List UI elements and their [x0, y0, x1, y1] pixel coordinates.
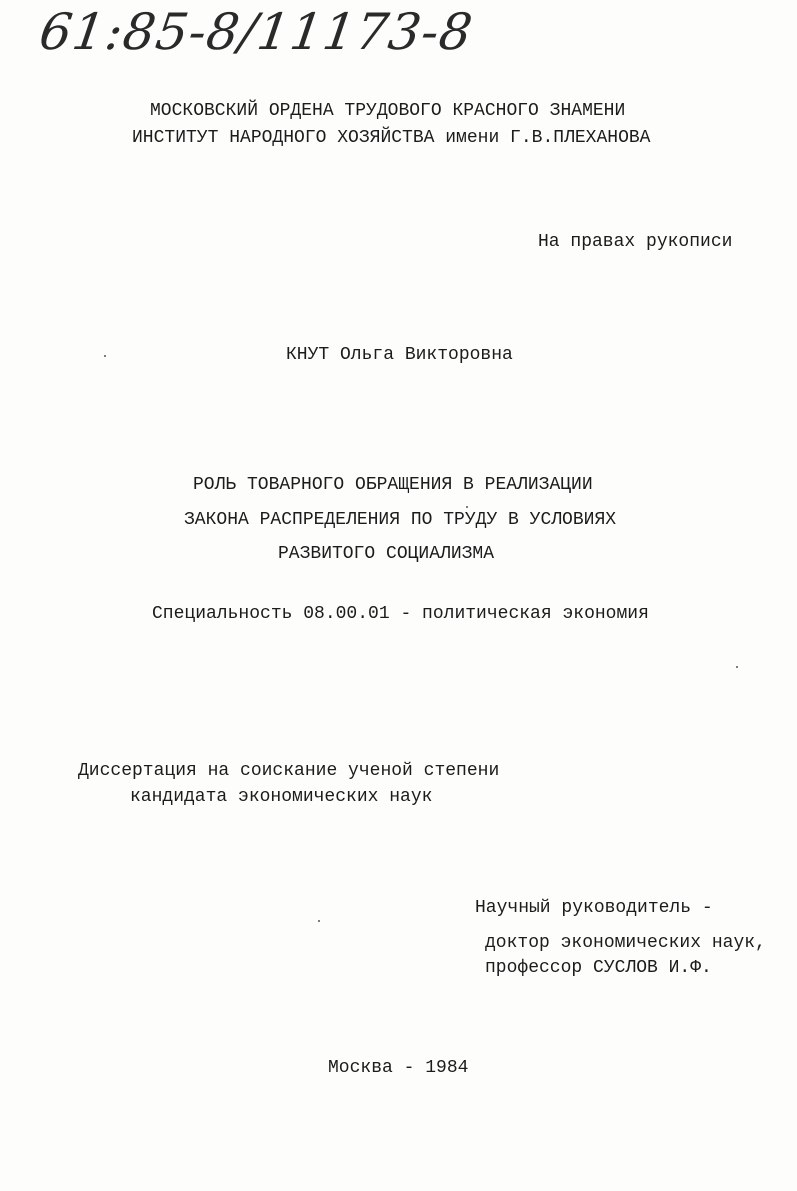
- specialty: Специальность 08.00.01 - политическая экономия: [152, 604, 649, 624]
- degree-line-2: кандидата экономических наук: [130, 787, 433, 807]
- author-name: КНУТ Ольга Викторовна: [286, 345, 513, 365]
- institution-line-1: МОСКОВСКИЙ ОРДЕНА ТРУДОВОГО КРАСНОГО ЗНАМЕНИ: [150, 101, 626, 121]
- institution-line-2: ИНСТИТУТ НАРОДНОГО ХОЗЯЙСТВА имени Г.В.ПЛЕХАНОВА: [132, 128, 651, 148]
- title-line-1: РОЛЬ ТОВАРНОГО ОБРАЩЕНИЯ В РЕАЛИЗАЦИИ: [193, 475, 593, 495]
- paper-speck: [104, 355, 106, 357]
- title-line-2: ЗАКОНА РАСПРЕДЕЛЕНИЯ ПО ТРУДУ В УСЛОВИЯХ: [184, 510, 617, 530]
- manuscript-rights: На правах рукописи: [538, 232, 733, 252]
- archive-number-handwritten: 61:85-8/11173-8: [35, 3, 477, 61]
- supervisor-label: Научный руководитель -: [475, 898, 713, 918]
- title-line-3: РАЗВИТОГО СОЦИАЛИЗМА: [278, 544, 495, 564]
- paper-speck: [736, 666, 738, 668]
- supervisor-line-2: профессор СУСЛОВ И.Ф.: [485, 958, 712, 978]
- degree-line-1: Диссертация на соискание ученой степени: [78, 761, 500, 781]
- supervisor-line-1: доктор экономических наук,: [485, 933, 766, 953]
- paper-speck: [318, 920, 320, 922]
- place-year: Москва - 1984: [328, 1058, 469, 1078]
- paper-speck: [466, 506, 468, 508]
